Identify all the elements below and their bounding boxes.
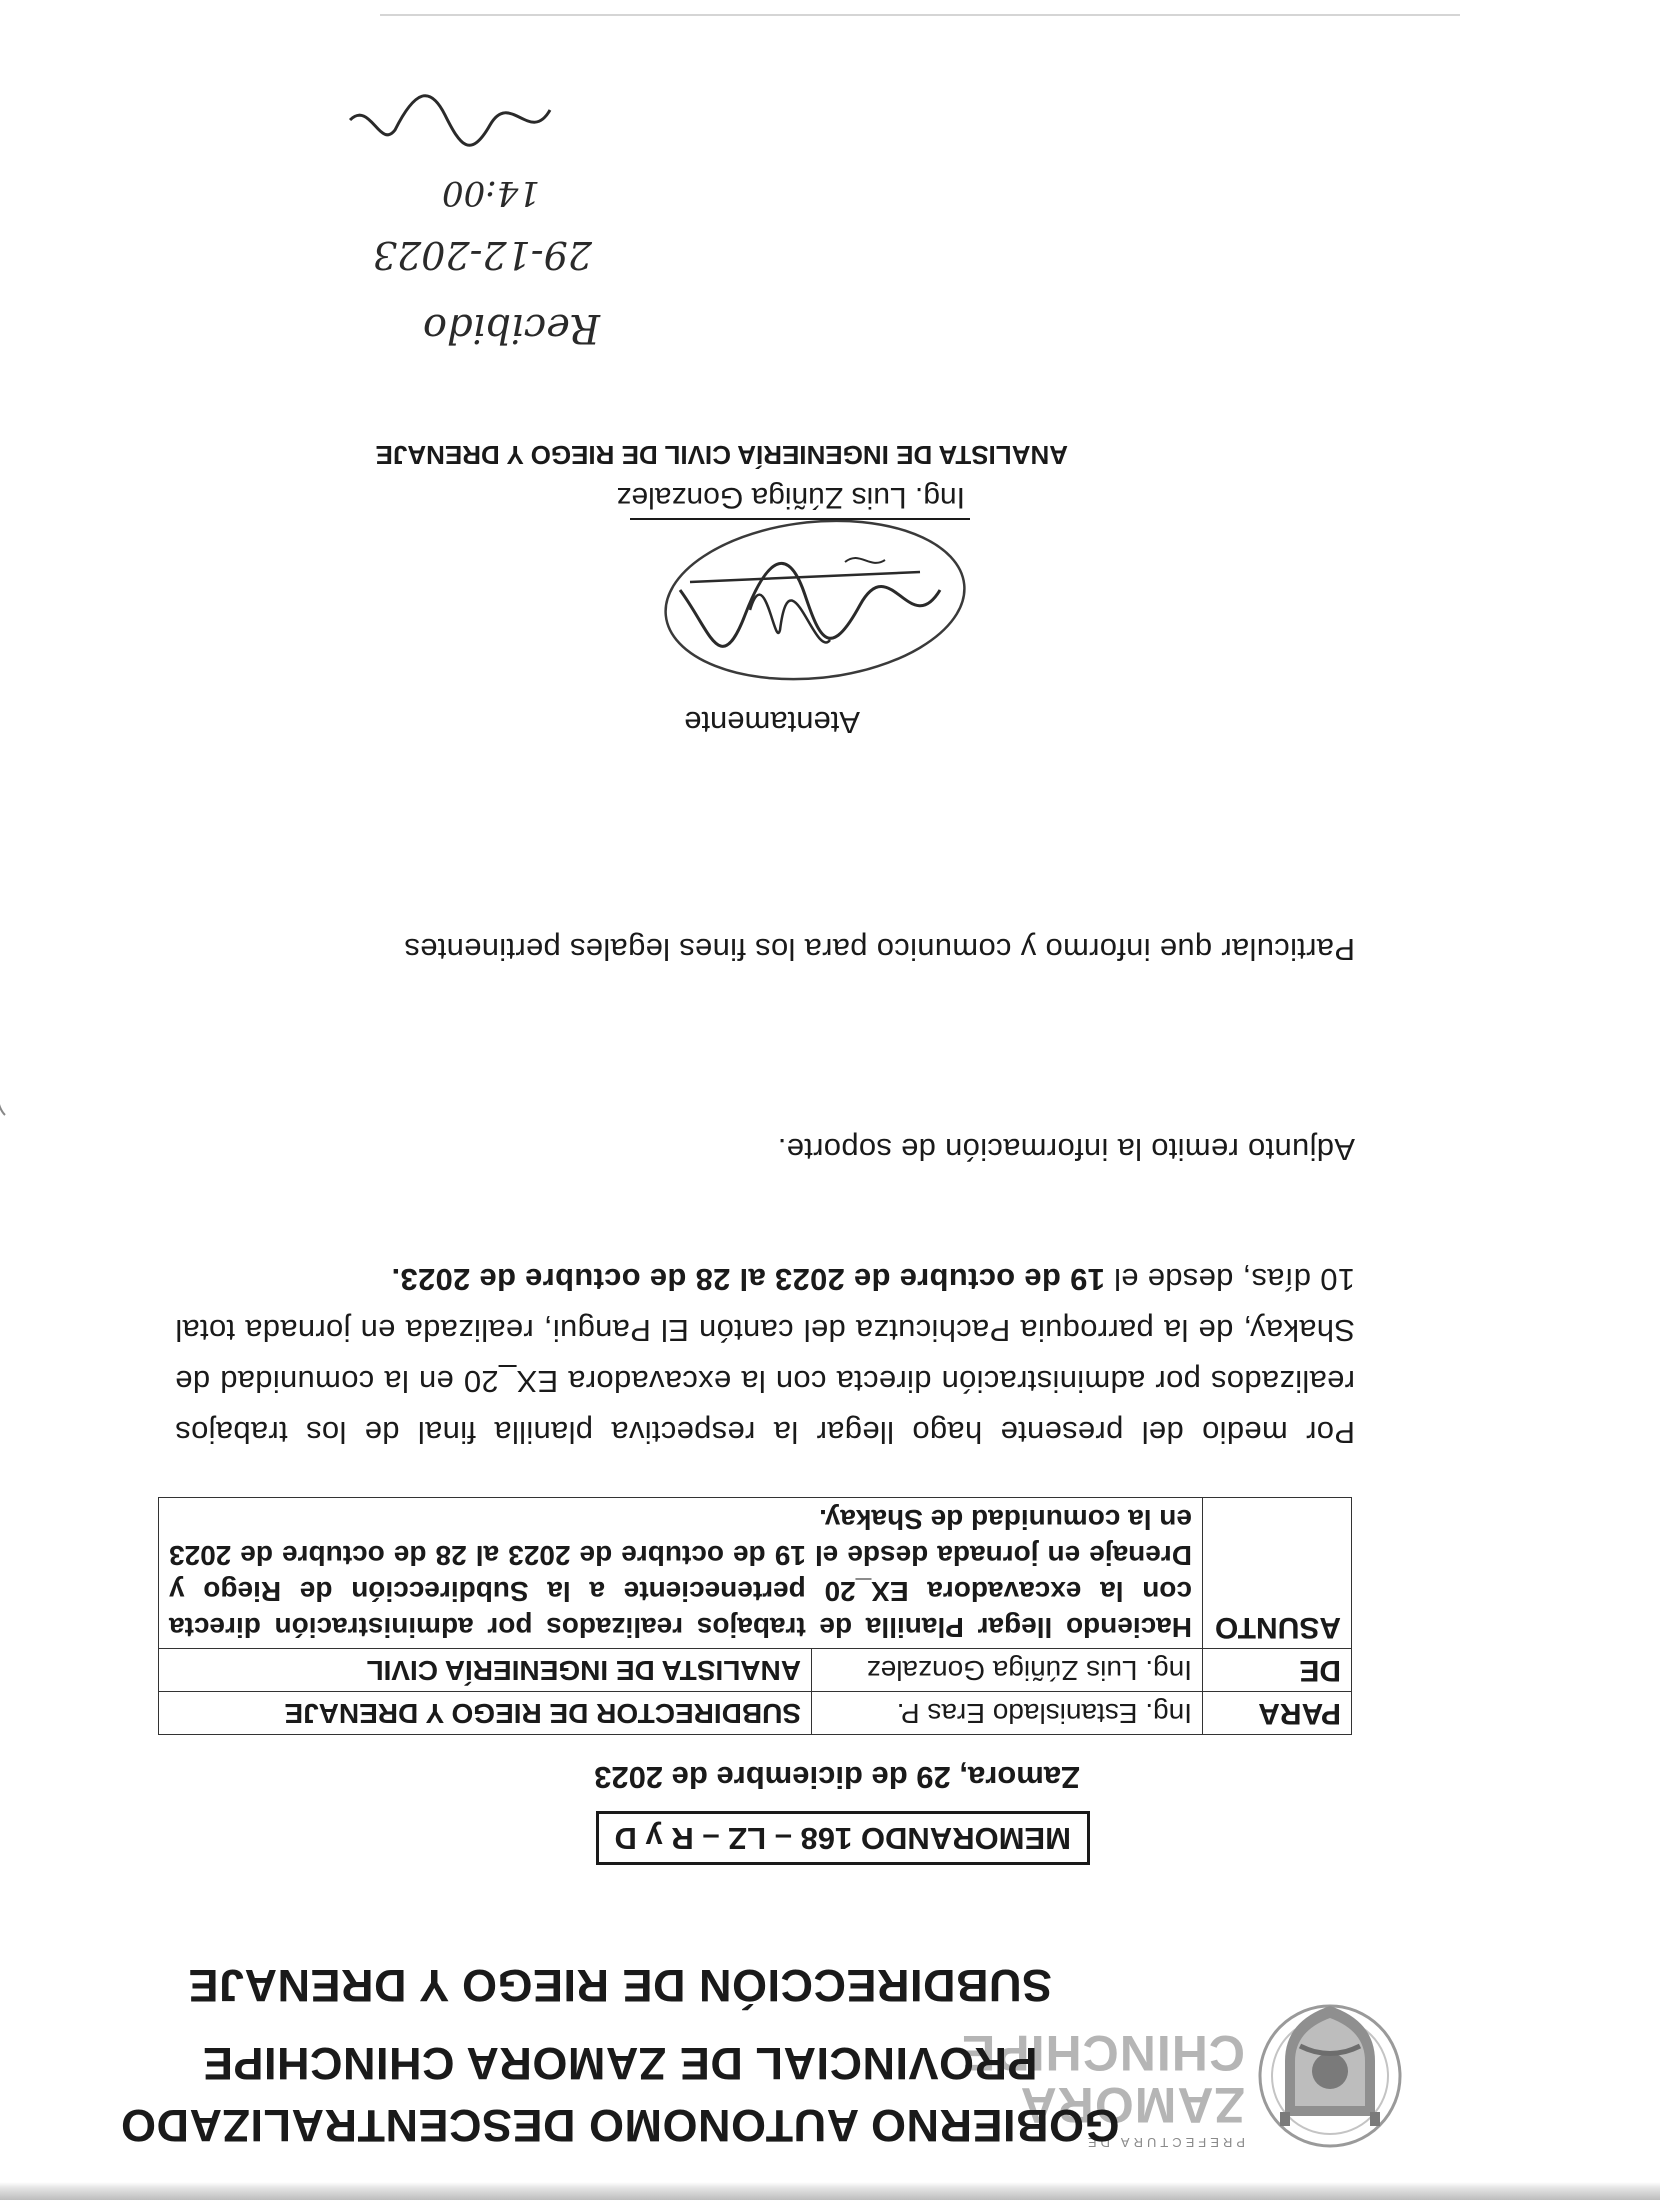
signature-name: Ing. Luis Zúñiga Gonzalez [616,481,965,514]
para-name: Ing. Estanislado Eras P. [812,1692,1203,1735]
body-paragraph-1-text: Por medio del presente hago llegar la respectiva planilla final de los trabajos realizados por administración directa con la excavadora EX_20 en la comunidad de Shakay, de la parroquia Pachicutza del cantón El Pangui, realizada en jornada total 10 días, desde el [175,1262,1355,1450]
logo-caption-line2: CHINCHIPE [960,2025,1245,2081]
scan-mark [0,1080,10,1120]
signature-title: ANALISTA DE INGENIERÍA CIVIL DE RIEGO Y DRENAJE [375,440,1068,470]
table-row-para [159,1692,1352,1735]
de-label: DE [1203,1649,1352,1692]
logo-caption-small: PREFECTURA DE [1083,2135,1245,2150]
header-line-1: GOBIERNO AUTONOMO DESCENTRALIZADO [120,2100,1120,2151]
received-line-1: Recibido [422,305,600,351]
de-name: Ing. Luis Zúñiga Gonzalez [812,1649,1203,1692]
para-role: SUBDIRECTOR DE RIEGO Y DRENAJE [159,1692,812,1735]
closing-text: Atentamente [684,705,860,740]
asunto-text: Haciendo llegar Planilla de trabajos realizados por administración directa con la excavadora EX_20 perteneciente a la Subdirección de Riego y Drenaje en jornada desde el 19 de octubre de 2023 al 28 de octubre de 2023 en la comunidad de Shakay. [159,1498,1203,1649]
table-row-de [159,1649,1352,1692]
para-label: PARA [1203,1692,1352,1735]
de-role: ANALISTA DE INGENIERÍA CIVIL [159,1649,812,1692]
received-line-2: 29-12-2023 [372,233,592,277]
header-line-2: PROVINCIAL DE ZAMORA CHINCHIPE [202,2038,1038,2089]
asunto-label: ASUNTO [1203,1498,1352,1649]
scan-bottom-line [380,14,1460,16]
received-handwritten-note [280,60,610,360]
body-paragraph-1 [175,1254,1355,1458]
memo-header-table [158,1497,1352,1735]
shield-emblem-icon [1255,1996,1405,2156]
body-paragraph-1-dates: 19 de octubre de 2023 al 28 de octubre de 2023. [391,1262,1105,1297]
header-line-3: SUBDIRECCIÓN DE RIEGO Y DRENAJE [188,1960,1052,2011]
table-row-asunto [159,1498,1352,1649]
memo-reference: MEMORANDO 168 – LZ – R y D [596,1811,1090,1865]
memo-place-date: Zamora, 29 de diciembre de 2023 [594,1760,1080,1795]
handwritten-signature-stamp [650,510,980,700]
document-header [70,1956,1170,2154]
scan-edge-shadow [0,2182,1660,2200]
signature-rule [630,518,970,520]
received-line-3: 14:00 [442,173,540,213]
body-paragraph-2: Adjunto remito la información de soporte. [777,1132,1355,1167]
logo-caption-line1: ZAMORA [1019,2077,1245,2133]
body-paragraph-3: Particular que informo y comunico para los fines legales pertinentes [404,932,1355,967]
